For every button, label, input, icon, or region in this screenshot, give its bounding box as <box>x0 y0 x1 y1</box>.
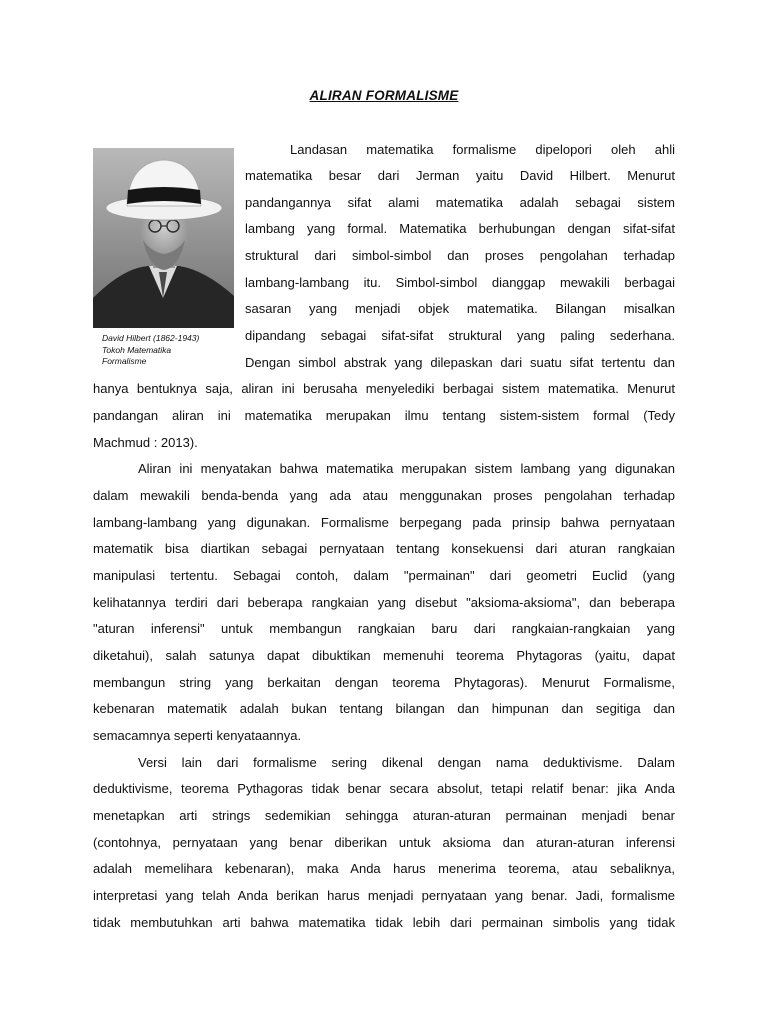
paragraph-line: Machmud : 2013). <box>93 435 198 450</box>
photo-caption <box>102 333 242 368</box>
paragraph-line: hanya bentuknya saja, aliran ini berusaha menyelediki berbagai sistem matematika. Menurut <box>93 381 675 396</box>
paragraph-line: Versi lain dari formalisme sering dikenal dengan nama deduktivisme. Dalam <box>138 755 675 770</box>
paragraph-line: manipulasi tertentu. Sebagai contoh, dalam "permainan" dari geometri Euclid (yang <box>93 568 675 583</box>
portrait-photo <box>93 148 234 328</box>
paragraph-line: sasaran yang menjadi objek matematika. Bilangan misalkan <box>245 301 675 316</box>
paragraph-line: semacamnya seperti kenyataannya. <box>93 728 302 743</box>
paragraph-line: diketahui), salah satunya dapat dibuktikan memenuhi teorema Phytagoras (yaitu, dapat <box>93 648 675 663</box>
paragraph-line: tidak membutuhkan arti bahwa matematika tidak lebih dari permainan simbolis yang tidak <box>93 915 675 930</box>
paragraph-line: Aliran ini menyatakan bahwa matematika merupakan sistem lambang yang digunakan <box>138 461 675 476</box>
paragraph-line: Landasan matematika formalisme dipelopori oleh ahli <box>290 142 675 157</box>
caption-line: Tokoh Matematika <box>102 344 172 355</box>
paragraph-line: adalah memelihara kebenaran), maka Anda harus menerima teorema, atau sebaliknya, <box>93 861 675 876</box>
paragraph-line: pandangan aliran ini matematika merupakan ilmu tentang sistem-sistem formal (Tedy <box>93 408 675 423</box>
paragraph-line: membangun string yang berkaitan dengan teorema Phytagoras). Menurut Formalisme, <box>93 675 675 690</box>
paragraph-line: struktural dari simbol-simbol dan proses pengolahan terhadap <box>245 248 675 263</box>
paragraph-line: dipandang sebagai sifat-sifat struktural yang paling sederhana. <box>245 328 675 343</box>
paragraph-line: lambang-lambang yang digunakan. Formalisme berpegang pada prinsip bahwa pernyataan <box>93 515 675 530</box>
caption-line: Formalisme <box>102 356 147 366</box>
paragraph-line: (contohnya, pernyataan yang benar diberikan untuk aksioma dan aturan-aturan inferensi <box>93 835 675 850</box>
paragraph-line: "aturan inferensi" untuk membangun rangkaian baru dari rangkaian-rangkaian yang <box>93 621 675 636</box>
page-title: ALIRAN FORMALISME <box>309 88 459 103</box>
paragraph-line: deduktivisme, teorema Pythagoras tidak benar secara absolut, tetapi relatif benar: jika Anda <box>93 781 675 796</box>
paragraph-line: matematik bisa diartikan sebagai pernyataan tentang konsekuensi dari aturan rangkaian <box>93 541 675 556</box>
paragraph-line: kebenaran matematik adalah bukan tentang bilangan dan himpunan dan segitiga dan <box>93 701 675 716</box>
paragraph-line: matematika besar dari Jerman yaitu David Hilbert. Menurut <box>245 168 675 183</box>
paragraph-line: lambang-lambang itu. Simbol-simbol dianggap mewakili berbagai <box>245 275 675 290</box>
caption-line: David Hilbert (1862-1943) <box>102 333 200 343</box>
paragraph-line: pandangannya sifat alami matematika adalah sebagai sistem <box>245 195 675 210</box>
paragraph-line: interpretasi yang telah Anda berikan harus menjadi pernyataan yang benar. Jadi, formalisme <box>93 888 675 903</box>
paragraph-line: menetapkan arti strings sedemikian sehingga aturan-aturan permainan menjadi benar <box>93 808 675 823</box>
paragraph-line: lambang yang formal. Matematika berhubungan dengan sifat-sifat <box>245 221 675 236</box>
paragraph-line: Dengan simbol abstrak yang dilepaskan dari suatu sifat tertentu dan <box>245 355 675 370</box>
paragraph-line: dalam mewakili benda-benda yang ada atau menggunakan proses pengolahan terhadap <box>93 488 675 503</box>
paragraph-line: kelihatannya terdiri dari beberapa rangkaian yang disebut "aksioma-aksioma", dan beberapa <box>93 595 675 610</box>
